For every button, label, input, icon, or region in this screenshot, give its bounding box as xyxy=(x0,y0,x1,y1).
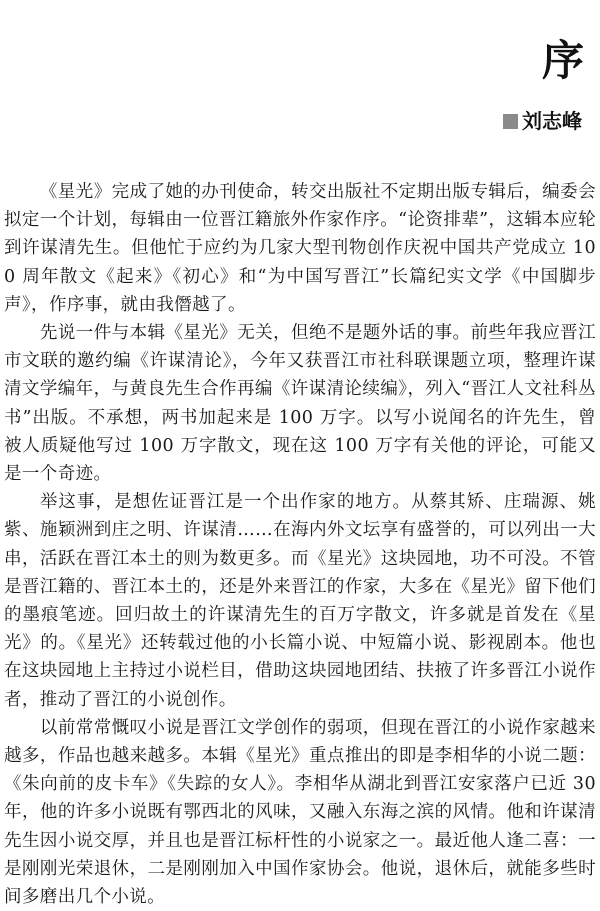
author-name: 刘志峰 xyxy=(522,109,582,133)
paragraph: 以前常常慨叹小说是晋江文学创作的弱项，但现在晋江的小说作家越来越多，作品也越来越多。本辑《星光》重点推出的即是李相华的小说二题：《朱向前的皮卡车》《失踪的女人》。李相华从湖北到晋江安家落户已近 30 年，他的许多小说既有鄂西北的风味，又融入东海之滨的风情。他和许谋清先生因小说交厚，并且也是晋江标杆性的小说家之一。最近他人逢二喜：一是刚刚光荣退休，二是刚刚加入中国作家协会。他说，退休后，就能多些时间多磨出几个小说。 xyxy=(4,717,596,908)
paragraph: 《星光》完成了她的办刊使命，转交出版社不定期出版专辑后，编委会拟定一个计划，每辑由一位晋江籍旅外作家作序。“论资排辈”，这辑本应轮到许谋清先生。但他忙于应约为几家大型刊物创作庆祝中国共产党成立 100 周年散文《起来》《初心》和“为中国写晋江”长篇纪实文学《中国脚步声》，作序事，就由我僭越了。 xyxy=(4,182,596,315)
page-title: 序 xyxy=(541,36,584,85)
square-bullet-icon xyxy=(503,114,518,129)
preface-body xyxy=(4,178,596,911)
paragraph: 先说一件与本辑《星光》无关，但绝不是题外话的事。前些年我应晋江市文联的邀约编《许谋清论》，今年又获晋江市社科联课题立项，整理许谋清文学编年，与黄良先生合作再编《许谋清论续编》，列入“晋江人文社科丛书”出版。不承想，两书加起来是 100 万字。以写小说闻名的许先生，曾被人质疑他写过 100 万字散文，现在这 100 万字有关他的评论，可能又是一个奇迹。 xyxy=(4,323,596,485)
paragraph: 举这事，是想佐证晋江是一个出作家的地方。从蔡其矫、庄瑞源、姚紫、施颖洲到庄之明、许谋清……在海内外文坛享有盛誉的，可以列出一大串，活跃在晋江本土的则为数更多。而《星光》这块园地，功不可没。不管是晋江籍的、晋江本土的，还是外来晋江的作家，大多在《星光》留下他们的墨痕笔迹。回归故土的许谋清先生的百万字散文，许多就是首发在《星光》的。《星光》还转载过他的小长篇小说、中短篇小说、影视剧本。他也在这块园地上主持过小说栏目，借助这块园地团结、扶掖了许多晋江小说作者，推动了晋江的小说创作。 xyxy=(4,492,596,710)
author-byline xyxy=(503,111,582,131)
